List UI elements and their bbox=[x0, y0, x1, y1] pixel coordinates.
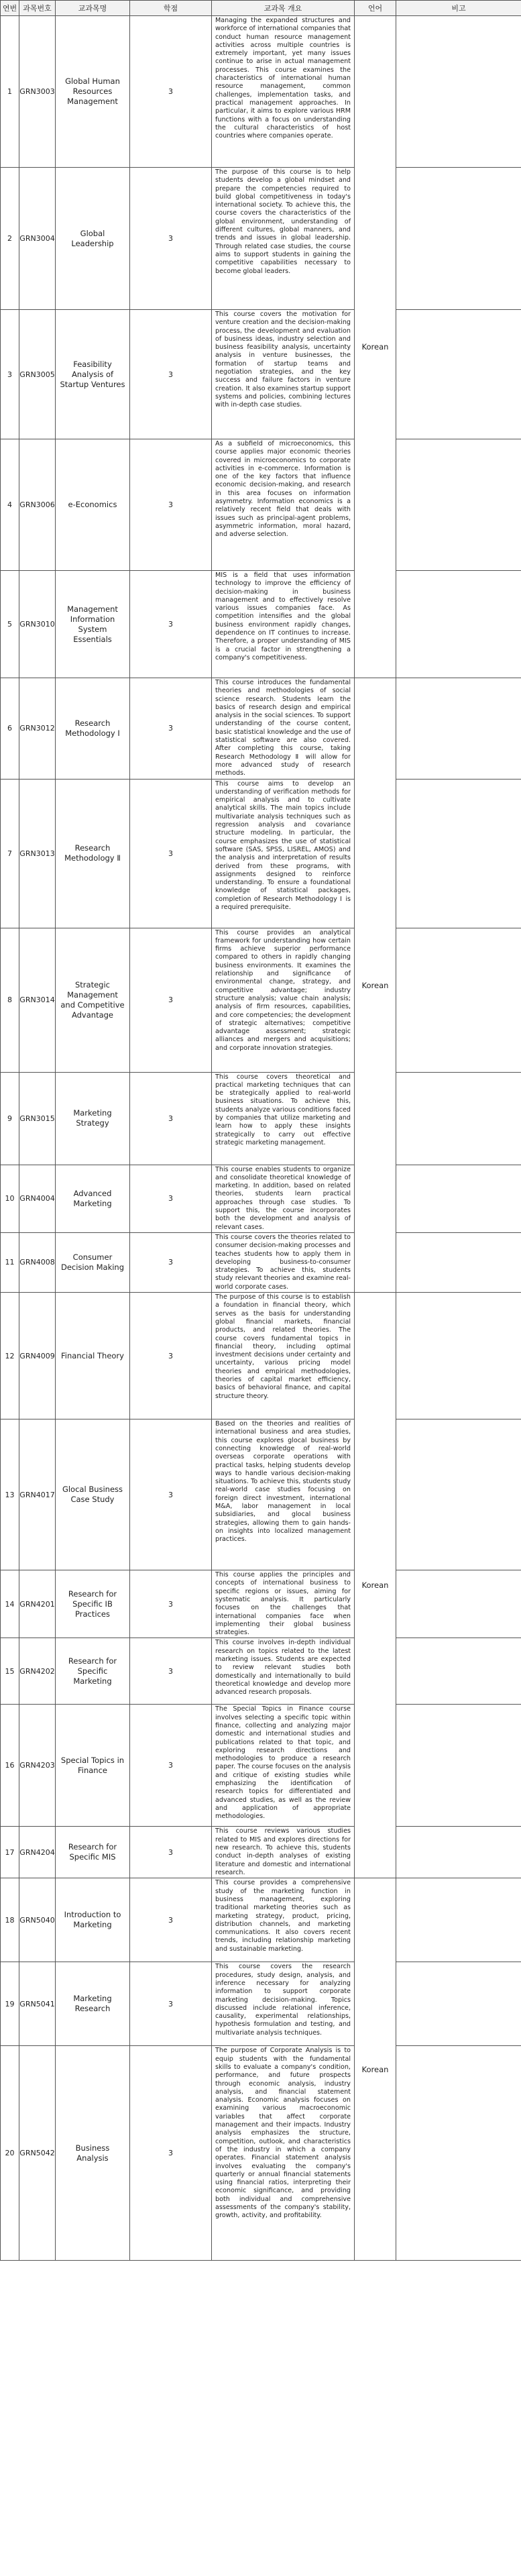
course-no: 10 bbox=[1, 1165, 19, 1232]
course-credit: 3 bbox=[130, 1165, 212, 1232]
course-name: Management Information System Essentials bbox=[56, 571, 130, 678]
table-row bbox=[1, 1827, 521, 1878]
course-no: 9 bbox=[1, 1072, 19, 1165]
course-name: Global Leadership bbox=[56, 168, 130, 310]
course-code: GRN4201 bbox=[19, 1570, 56, 1638]
course-language: Korean bbox=[355, 16, 396, 678]
course-desc: This course provides a comprehensive study of the marketing function in business management, exploring traditional marketing theories such as marketing strategy, product, pricing, distribution channels, and marketing communications. It also covers recent trends, including relationship marketing and sustainable marketing. bbox=[212, 1878, 355, 1962]
course-code: GRN3005 bbox=[19, 310, 56, 439]
course-desc: This course involves in-depth individual research on topics related to the latest marketing issues. Students are expected to review relevant studies both domestically and internationally to build theoretical knowledge and develop more advanced research proposals. bbox=[212, 1638, 355, 1705]
course-no: 14 bbox=[1, 1570, 19, 1638]
course-credit: 3 bbox=[130, 2046, 212, 2261]
course-name: Marketing Strategy bbox=[56, 1072, 130, 1165]
course-desc: Managing the expanded structures and workforce of international companies that conduct human resource management activities across multiple countries is extremely important, yet many issues continue to arise in actual management processes. This course examines the characteristics of international human resource management, common challenges, implementation tasks, and practical management approaches. In particular, it aims to explore various HRM functions with a focus on understanding the cultural characteristics of host countries where companies operate. bbox=[212, 16, 355, 168]
course-name: Business Analysis bbox=[56, 2046, 130, 2261]
course-note bbox=[396, 1878, 521, 1962]
course-name: e-Economics bbox=[56, 439, 130, 571]
course-desc: This course aims to develop an understanding of verification methods for empirical analysis and to cultivate analytical skills. The main topics include multivariate analysis techniques such as regression analysis and covariance structure modeling. In particular, the course emphasizes the use of statistical software (SAS, SPSS, LISREL, AMOS) and the analysis and interpretation of results derived from these programs, with assignments designed to reinforce understanding. To ensure a foundational knowledge of statistical packages, completion of Research Methodology Ⅰ is a required prerequisite. bbox=[212, 779, 355, 928]
header-code: 과목번호 bbox=[19, 1, 56, 16]
course-desc: This course reviews various studies related to MIS and explores directions for new research. To achieve this, students conduct in-depth analyses of existing literature and domestic and international research. bbox=[212, 1827, 355, 1878]
course-no: 7 bbox=[1, 779, 19, 928]
table-row bbox=[1, 1072, 521, 1165]
course-credit: 3 bbox=[130, 1232, 212, 1292]
course-code: GRN3004 bbox=[19, 168, 56, 310]
course-desc: The purpose of Corporate Analysis is to equip students with the fundamental skills to evaluate a company's condition, performance, and future prospects through economic analysis, industry analysis, and financial statement analysis. Economic analysis focuses on examining various macroeconomic variables that affect corporate management and their impacts. Industry analysis emphasizes the structure, competition, outlook, and characteristics of the industry in which a company operates. Financial statement analysis involves evaluating the company's quarterly or annual financial statements using financial ratios, interpreting their economic significance, and providing both individual and comprehensive assessments of the company's stability, growth, activity, and profitability. bbox=[212, 2046, 355, 2261]
course-credit: 3 bbox=[130, 928, 212, 1072]
course-name: Consumer Decision Making bbox=[56, 1232, 130, 1292]
course-name: Global Human Resources Management bbox=[56, 16, 130, 168]
course-no: 17 bbox=[1, 1827, 19, 1878]
course-note bbox=[396, 1638, 521, 1705]
table-row bbox=[1, 1419, 521, 1570]
table-row bbox=[1, 1638, 521, 1705]
course-desc: This course covers theoretical and practical marketing techniques that can be strategically applied to real-world business situations. To achieve this, students analyze various conditions faced by companies that utilize marketing and learn how to apply these insights strategically to carry out effective strategic marketing management. bbox=[212, 1072, 355, 1165]
course-code: GRN4008 bbox=[19, 1232, 56, 1292]
course-note bbox=[396, 16, 521, 168]
course-note bbox=[396, 1827, 521, 1878]
course-name: Glocal Business Case Study bbox=[56, 1419, 130, 1570]
course-credit: 3 bbox=[130, 310, 212, 439]
course-note bbox=[396, 1232, 521, 1292]
course-note bbox=[396, 1419, 521, 1570]
table-row bbox=[1, 1165, 521, 1232]
table-row bbox=[1, 168, 521, 310]
course-note bbox=[396, 1165, 521, 1232]
course-code: GRN3010 bbox=[19, 571, 56, 678]
table-row bbox=[1, 928, 521, 1072]
course-credit: 3 bbox=[130, 678, 212, 780]
course-note bbox=[396, 1962, 521, 2046]
table-row bbox=[1, 2046, 521, 2261]
table-row bbox=[1, 678, 521, 780]
course-credit: 3 bbox=[130, 1419, 212, 1570]
course-no: 3 bbox=[1, 310, 19, 439]
table-row bbox=[1, 1293, 521, 1419]
course-name: Research for Specific IB Practices bbox=[56, 1570, 130, 1638]
course-credit: 3 bbox=[130, 571, 212, 678]
course-desc: MIS is a field that uses information technology to improve the efficiency of decision-making in business management and to effectively resolve various issues companies face. As competition intensifies and the global business environment rapidly changes, dependence on IT continues to increase. Therefore, a proper understanding of MIS is a crucial factor in strengthening a company's competitiveness. bbox=[212, 571, 355, 678]
course-note bbox=[396, 928, 521, 1072]
course-note bbox=[396, 439, 521, 571]
course-name: Feasibility Analysis of Startup Ventures bbox=[56, 310, 130, 439]
course-code: GRN3012 bbox=[19, 678, 56, 780]
course-desc: The Special Topics in Finance course involves selecting a specific topic within finance, collecting and analyzing major domestic and international studies and publications related to that topic, and exploring research directions and methodologies to produce a research paper. The course focuses on the analysis and critique of existing studies while emphasizing the identification of research topics for differentiated and advanced studies, as well as the review and application of appropriate methodologies. bbox=[212, 1705, 355, 1827]
course-desc: This course covers the motivation for venture creation and the decision-making process, the development and evaluation of business ideas, industry selection and business feasibility analysis, uncertainty analysis in venture businesses, the formation of startup teams and negotiation strategies, and the key success and failure factors in venture creation. It also examines startup support systems and policies, combining lectures with in-depth case studies. bbox=[212, 310, 355, 439]
course-note bbox=[396, 571, 521, 678]
table-row bbox=[1, 1962, 521, 2046]
header-note: 비고 bbox=[396, 1, 521, 16]
table-row bbox=[1, 439, 521, 571]
course-desc: The purpose of this course is to help students develop a global mindset and prepare the competencies required to build global competitiveness in today's international society. To achieve this, the course covers the characteristics of the global environment, understanding of different cultures, global manners, and trends and issues in global leadership. Through related case studies, the course aims to support students in gaining the competitive capabilities necessary to become global leaders. bbox=[212, 168, 355, 310]
course-no: 13 bbox=[1, 1419, 19, 1570]
course-no: 2 bbox=[1, 168, 19, 310]
course-language: Korean bbox=[355, 1878, 396, 2261]
course-name: Special Topics in Finance bbox=[56, 1705, 130, 1827]
course-code: GRN3014 bbox=[19, 928, 56, 1072]
course-credit: 3 bbox=[130, 1072, 212, 1165]
header-lang: 언어 bbox=[355, 1, 396, 16]
course-code: GRN4204 bbox=[19, 1827, 56, 1878]
course-credit: 3 bbox=[130, 1827, 212, 1878]
course-no: 8 bbox=[1, 928, 19, 1072]
course-credit: 3 bbox=[130, 1570, 212, 1638]
course-no: 1 bbox=[1, 16, 19, 168]
course-note bbox=[396, 310, 521, 439]
course-credit: 3 bbox=[130, 1705, 212, 1827]
course-name: Research Methodology Ⅱ bbox=[56, 779, 130, 928]
course-name: Strategic Management and Competitive Advantage bbox=[56, 928, 130, 1072]
course-desc: The purpose of this course is to establish a foundation in financial theory, which serves as the basis for understanding global financial markets, financial products, and related theories. The course covers fundamental topics in financial theory, including optimal investment decisions under certainty and uncertainty, various pricing model theories and empirical methodologies, theories of capital market efficiency, basics of behavioral finance, and capital structure theory. bbox=[212, 1293, 355, 1419]
course-note bbox=[396, 779, 521, 928]
course-no: 18 bbox=[1, 1878, 19, 1962]
course-code: GRN3003 bbox=[19, 16, 56, 168]
course-no: 16 bbox=[1, 1705, 19, 1827]
course-name: Research for Specific MIS bbox=[56, 1827, 130, 1878]
course-no: 5 bbox=[1, 571, 19, 678]
course-code: GRN4009 bbox=[19, 1293, 56, 1419]
header-no: 연번 bbox=[1, 1, 19, 16]
course-name: Marketing Research bbox=[56, 1962, 130, 2046]
table-row bbox=[1, 779, 521, 928]
course-language: Korean bbox=[355, 678, 396, 1293]
table-row bbox=[1, 1705, 521, 1827]
course-credit: 3 bbox=[130, 439, 212, 571]
course-desc: This course provides an analytical framework for understanding how certain firms achieve superior performance compared to others in rapidly changing business environments. It examines the relationship and significance of environmental change, strategy, and competitive advantage; industry structure analysis; value chain analysis; analysis of firm resources, capabilities, and core competencies; the development of strategic alternatives; competitive advantage assessment; strategic alliances and mergers and acquisitions; and corporate innovation strategies. bbox=[212, 928, 355, 1072]
table-row bbox=[1, 1232, 521, 1292]
table-row bbox=[1, 1570, 521, 1638]
course-credit: 3 bbox=[130, 1293, 212, 1419]
course-name: Introduction to Marketing bbox=[56, 1878, 130, 1962]
course-no: 11 bbox=[1, 1232, 19, 1292]
course-credit: 3 bbox=[130, 1962, 212, 2046]
course-credit: 3 bbox=[130, 1638, 212, 1705]
course-desc: As a subfield of microeconomics, this course applies major economic theories covered in microeconomics to corporate activities in e-commerce. Information is one of the key factors that influence economic decision-making, and research in this area focuses on information asymmetry. Information economics is a relatively recent field that deals with issues such as principal-agent problems, asymmetric information, moral hazard, and adverse selection. bbox=[212, 439, 355, 571]
course-code: GRN5042 bbox=[19, 2046, 56, 2261]
header-row bbox=[1, 1, 521, 16]
course-credit: 3 bbox=[130, 16, 212, 168]
course-name: Research for Specific Marketing bbox=[56, 1638, 130, 1705]
course-code: GRN3013 bbox=[19, 779, 56, 928]
course-credit: 3 bbox=[130, 779, 212, 928]
course-code: GRN4203 bbox=[19, 1705, 56, 1827]
course-no: 20 bbox=[1, 2046, 19, 2261]
course-code: GRN3006 bbox=[19, 439, 56, 571]
course-code: GRN5040 bbox=[19, 1878, 56, 1962]
course-note bbox=[396, 678, 521, 780]
course-note bbox=[396, 1072, 521, 1165]
course-note bbox=[396, 168, 521, 310]
course-desc: Based on the theories and realities of international business and area studies, this course explores glocal business by connecting knowledge of real-world overseas corporate operations with practical tasks, helping students develop ways to handle various decision-making situations. To achieve this, students study real-world case studies focusing on foreign direct investment, international M&A, labor management in local subsidiaries, and glocal business strategies, allowing them to gain hands-on insights into localized management practices. bbox=[212, 1419, 355, 1570]
course-no: 4 bbox=[1, 439, 19, 571]
course-name: Research Methodology Ⅰ bbox=[56, 678, 130, 780]
table-row bbox=[1, 571, 521, 678]
table-row bbox=[1, 16, 521, 168]
course-code: GRN3015 bbox=[19, 1072, 56, 1165]
course-no: 12 bbox=[1, 1293, 19, 1419]
course-code: GRN4202 bbox=[19, 1638, 56, 1705]
course-desc: This course introduces the fundamental theories and methodologies of social science research. Students learn the basics of research design and empirical analysis in the social sciences. To support understanding of the course content, basic statistical knowledge and the use of statistical software are also covered. After completing this course, taking Research Methodology Ⅱ will allow for more advanced study of research methods. bbox=[212, 678, 355, 780]
course-note bbox=[396, 1570, 521, 1638]
course-desc: This course covers the theories related to consumer decision-making processes and teaches students how to apply them in developing business-to-consumer strategies. To achieve this, students study relevant theories and examine real-world corporate cases. bbox=[212, 1232, 355, 1292]
course-no: 19 bbox=[1, 1962, 19, 2046]
table-row bbox=[1, 310, 521, 439]
course-note bbox=[396, 1705, 521, 1827]
course-name: Financial Theory bbox=[56, 1293, 130, 1419]
course-credit: 3 bbox=[130, 1878, 212, 1962]
course-desc: This course covers the research procedures, study design, analysis, and inference necessary for analyzing information to support corporate marketing decision-making. Topics discussed include relational inference, causality, experimental relationships, hypothesis formulation and testing, and multivariate analysis techniques. bbox=[212, 1962, 355, 2046]
course-no: 6 bbox=[1, 678, 19, 780]
course-code: GRN4004 bbox=[19, 1165, 56, 1232]
course-note bbox=[396, 1293, 521, 1419]
course-code: GRN4017 bbox=[19, 1419, 56, 1570]
course-credit: 3 bbox=[130, 168, 212, 310]
header-credit: 학점 bbox=[130, 1, 212, 16]
course-language: Korean bbox=[355, 1293, 396, 1878]
table-row bbox=[1, 1878, 521, 1962]
course-desc: This course enables students to organize and consolidate theoretical knowledge of marketing. In addition, based on related theories, students learn practical approaches through case studies. To support this, the course incorporates both the development and analysis of relevant cases. bbox=[212, 1165, 355, 1232]
course-note bbox=[396, 2046, 521, 2261]
header-desc: 교과목 개요 bbox=[212, 1, 355, 16]
course-no: 15 bbox=[1, 1638, 19, 1705]
course-name: Advanced Marketing bbox=[56, 1165, 130, 1232]
header-name: 교과목명 bbox=[56, 1, 130, 16]
course-desc: This course applies the principles and concepts of international business to specific regions or issues, aiming for systematic analysis. It particularly focuses on the challenges that international companies face when implementing their global business strategies. bbox=[212, 1570, 355, 1638]
course-code: GRN5041 bbox=[19, 1962, 56, 2046]
